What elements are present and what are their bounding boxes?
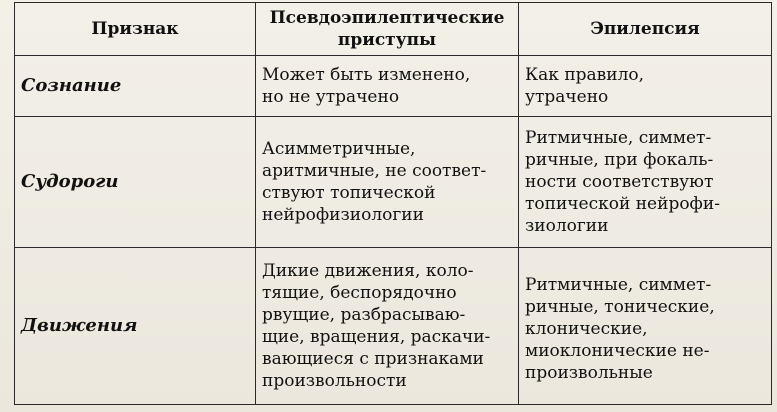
text-line: Ритмичные, симмет- xyxy=(525,128,712,148)
text-line: миоклонические не- xyxy=(525,341,710,361)
text-line: Асимметричные, xyxy=(262,139,416,159)
text-line: но не утрачено xyxy=(262,87,400,107)
text-line: вающиеся с признаками xyxy=(262,349,484,369)
header-pseudo-seizures xyxy=(256,3,519,56)
feature-seizures: Судороги xyxy=(15,117,256,248)
table-body xyxy=(15,56,772,405)
feature-consciousness: Сознание xyxy=(15,56,256,117)
pseudo-consciousness xyxy=(256,56,519,117)
text-line: произвольные xyxy=(525,363,653,383)
text-line: произвольности xyxy=(262,371,407,391)
text-line: ричные, тонические, xyxy=(525,297,715,317)
text-line: аритмичные, не соответ- xyxy=(262,161,487,181)
table-row-seizures xyxy=(15,117,772,248)
header-row xyxy=(15,3,772,56)
header-epilepsy: Эпилепсия xyxy=(519,3,772,56)
text-line: нейрофизиологии xyxy=(262,205,424,225)
epilepsy-seizures xyxy=(519,117,772,248)
text-line: топической нейрофи- xyxy=(525,194,720,214)
header-feature: Признак xyxy=(15,3,256,56)
comparison-table xyxy=(14,2,772,405)
text-line: Ритмичные, симмет- xyxy=(525,275,712,295)
text-line: щие, вращения, раскачи- xyxy=(262,327,491,347)
text-line: зиологии xyxy=(525,216,609,236)
table-row-consciousness xyxy=(15,56,772,117)
text-line: Может быть изменено, xyxy=(262,65,471,85)
table-row-movements xyxy=(15,248,772,405)
text-line: ричные, при фокаль- xyxy=(525,150,714,170)
pseudo-seizures xyxy=(256,117,519,248)
header-pseudo-line-2: приступы xyxy=(337,30,437,50)
text-line: ствуют топической xyxy=(262,183,436,203)
table-header xyxy=(15,3,772,56)
text-line: клонические, xyxy=(525,319,648,339)
text-line: тящие, беспорядочно xyxy=(262,283,457,303)
text-line: Как правило, xyxy=(525,65,645,85)
text-line: Дикие движения, коло- xyxy=(262,261,474,281)
text-line: рвущие, разбрасываю- xyxy=(262,305,466,325)
feature-movements: Движения xyxy=(15,248,256,405)
header-pseudo-line-1: Псевдоэпилептические xyxy=(269,8,505,28)
text-line: ности соответствуют xyxy=(525,172,714,192)
epilepsy-movements xyxy=(519,248,772,405)
text-line: утрачено xyxy=(525,87,609,107)
pseudo-movements xyxy=(256,248,519,405)
epilepsy-consciousness xyxy=(519,56,772,117)
